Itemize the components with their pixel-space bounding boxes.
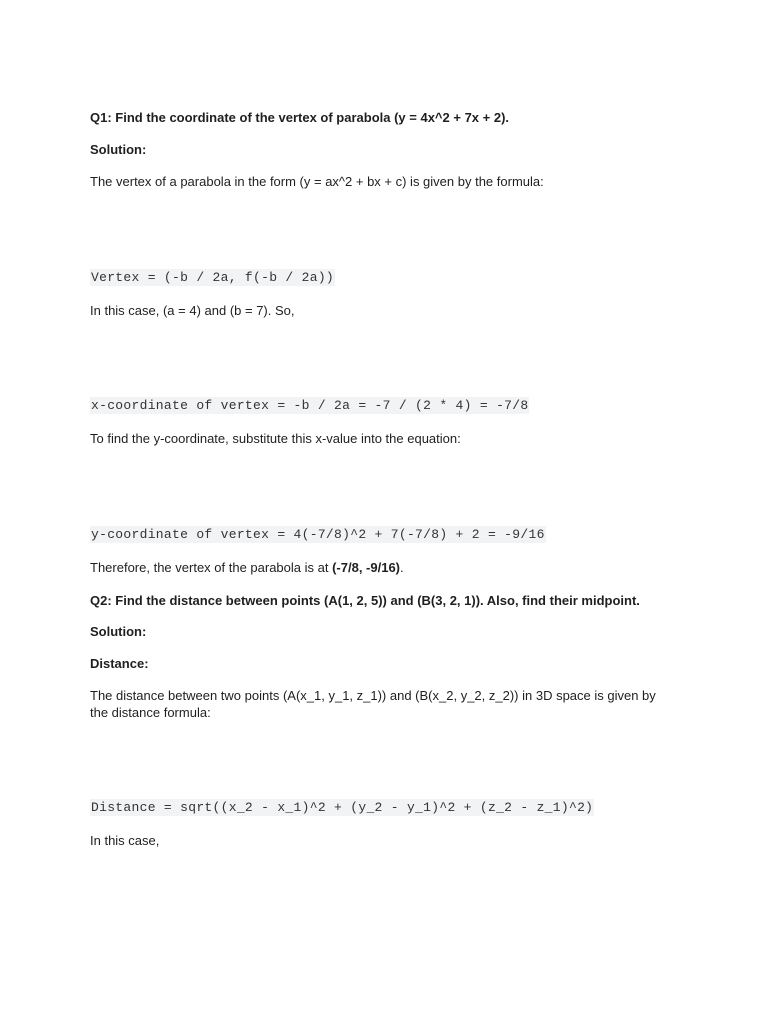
code-y-coordinate: y-coordinate of vertex = 4(-7/8)^2 + 7(-7/8) + 2 = -9/16 [91,527,545,542]
code-vertex-formula: Vertex = (-b / 2a, f(-b / 2a)) [91,270,335,285]
q1-therefore [90,559,404,576]
vertex-answer: (-7/8, -9/16) [332,560,401,575]
q1-case: In this case, (a = 4) and (b = 7). So, [90,303,295,318]
q2-distance-label: Distance: [90,656,149,671]
q1-solution-label: Solution: [90,142,147,157]
q1-intro: The vertex of a parabola in the form (y = ax^2 + bx + c) is given by the formula: [90,174,544,189]
code-x-coordinate: x-coordinate of vertex = -b / 2a = -7 / (2 * 4) = -7/8 [91,398,529,413]
q1-find-y: To find the y-coordinate, substitute this x-value into the equation: [90,431,461,446]
q2-solution-label: Solution: [90,624,147,639]
q2-case: In this case, [90,833,160,848]
q1-question: Q1: Find the coordinate of the vertex of parabola (y = 4x^2 + 7x + 2). [90,110,510,125]
q2-question: Q2: Find the distance between points (A(1, 2, 5)) and (B(3, 2, 1)). Also, find their midpoint. [90,593,640,608]
therefore-prefix: Therefore, the vertex of the parabola is at [90,560,333,575]
therefore-suffix: . [400,560,404,575]
code-distance-formula: Distance = sqrt((x_2 - x_1)^2 + (y_2 - y_1)^2 + (z_2 - z_1)^2) [91,800,594,815]
q2-distance-intro: The distance between two points (A(x_1, y_1, z_1)) and (B(x_2, y_2, z_2)) in 3D space is given by the distance formula: [90,688,656,720]
